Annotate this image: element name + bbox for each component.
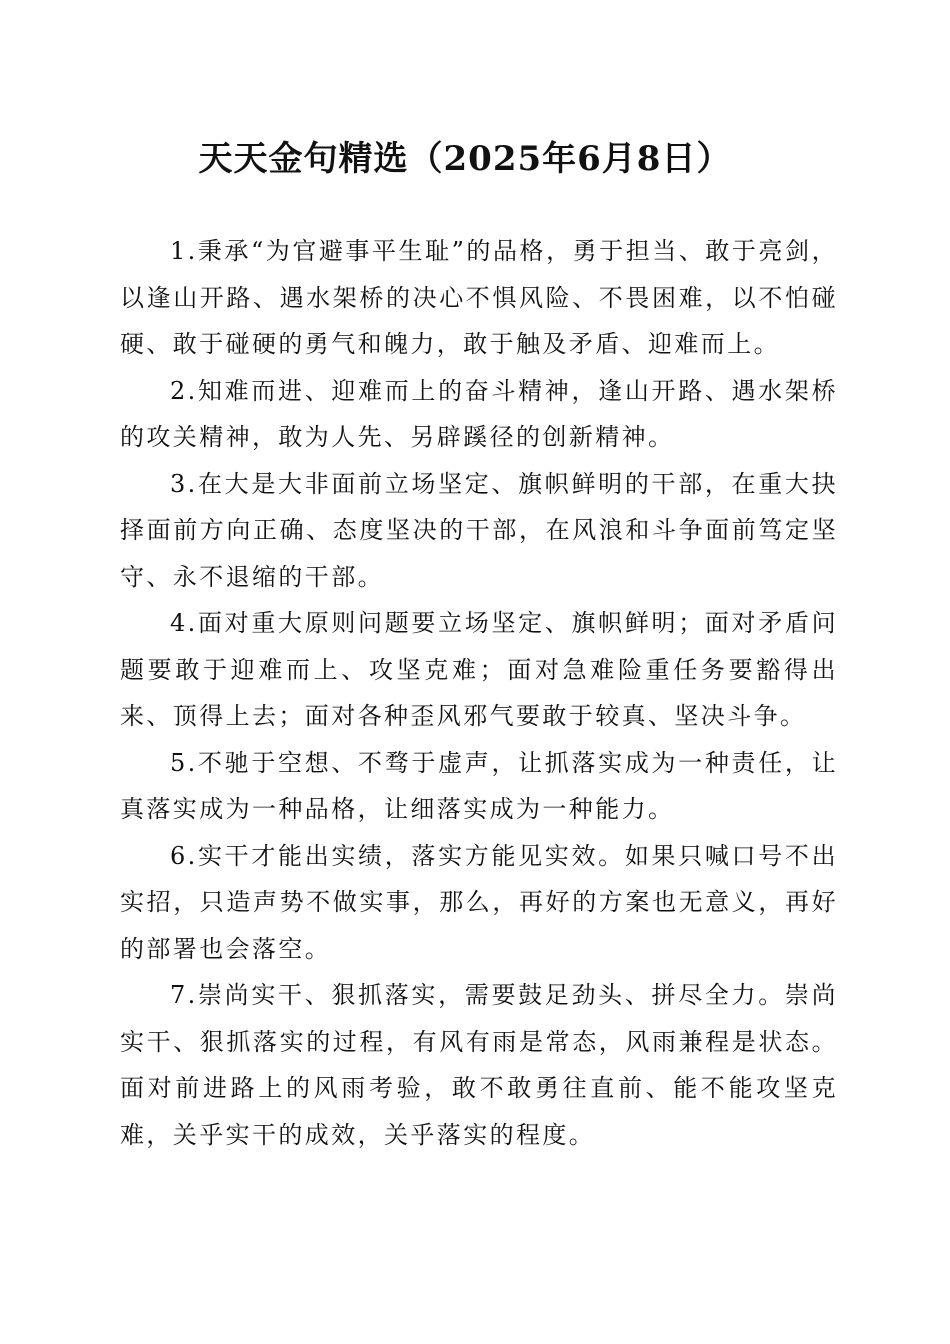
quote-item-4: 4.面对重大原则问题要立场坚定、旗帜鲜明；面对矛盾问题要敢于迎难而上、攻坚克难；面对急难险重任务要豁得出来、顶得上去；面对各种歪风邪气要敢于较真、坚决斗争。	[120, 609, 838, 730]
quote-item-5: 5.不驰于空想、不骛于虚声，让抓落实成为一种责任，让真落实成为一种品格，让细落实成为一种能力。	[120, 748, 838, 823]
quote-item-7: 7.崇尚实干、狠抓落实，需要鼓足劲头、拼尽全力。崇尚实干、狠抓落实的过程，有风有雨是常态，风雨兼程是状态。面对前进路上的风雨考验，敢不敢勇往直前、能不能攻坚克难，关乎实干的成效，关乎落实的程度。	[120, 981, 838, 1149]
quote-item-2: 2.知难而进、迎难而上的奋斗精神，逢山开路、遇水架桥的攻关精神，敢为人先、另辟蹊径的创新精神。	[120, 376, 838, 451]
document-body	[120, 228, 838, 1158]
quote-item-3: 3.在大是大非面前立场坚定、旗帜鲜明的干部，在重大抉择面前方向正确、态度坚决的干部，在风浪和斗争面前笃定坚守、永不退缩的干部。	[120, 469, 838, 591]
quote-item-6: 6.实干才能出实绩，落实方能见实效。如果只喊口号不出实招，只造声势不做实事，那么，再好的方案也无意义，再好的部署也会落空。	[120, 841, 838, 963]
document-title: 天天金句精选（2025年6月8日）	[198, 139, 732, 179]
quote-item-1: 1.秉承“为官避事平生耻”的品格，勇于担当、敢于亮剑，以逢山开路、遇水架桥的决心不惧风险、不畏困难，以不怕碰硬、敢于碰硬的勇气和魄力，敢于触及矛盾、迎难而上。	[120, 237, 838, 358]
